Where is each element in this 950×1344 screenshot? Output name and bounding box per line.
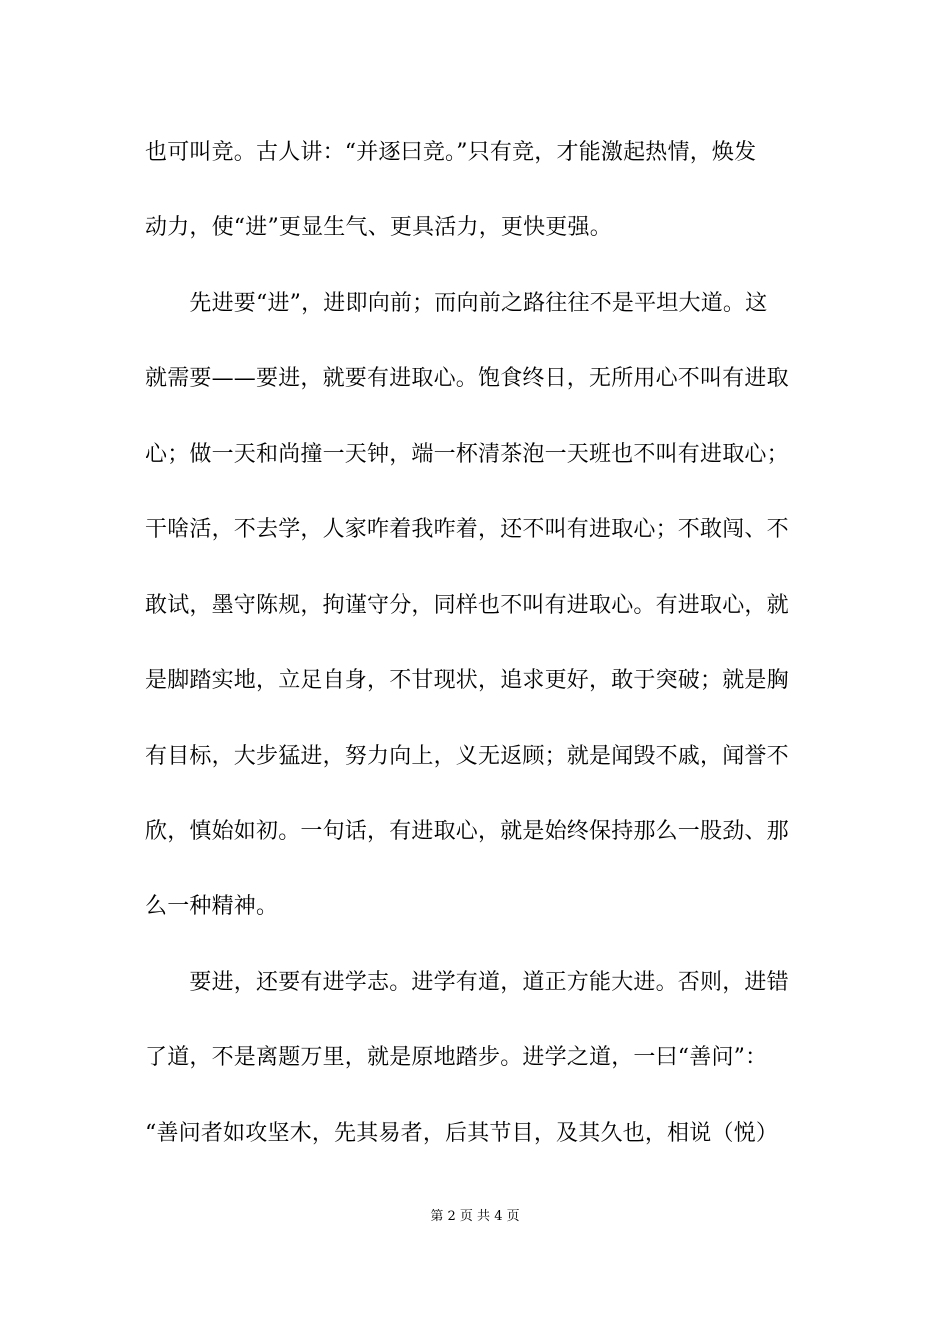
text-line: 了道，不是离题万里，就是原地踏步。进学之道，一曰“善问”： — [145, 1045, 768, 1070]
text-line: 要进，还要有进学志。进学有道，道正方能大进。否则，进错 — [145, 970, 789, 995]
text-line: 欣，慎始如初。一句话，有进取心，就是始终保持那么一股劲、那 — [145, 819, 789, 844]
text-line: 敢试，墨守陈规，拘谨守分，同样也不叫有进取心。有进取心，就 — [145, 593, 789, 618]
text-line: 先进要“进”，进即向前；而向前之路往往不是平坦大道。这 — [145, 291, 768, 316]
text-line: “善问者如攻坚木，先其易者，后其节目，及其久也，相说（悦） — [145, 1121, 779, 1146]
text-line: 也可叫竞。古人讲：“并逐曰竞。”只有竞，才能激起热情，焕发 — [145, 140, 757, 165]
text-line: 干啥活，不去学，人家咋着我咋着，还不叫有进取心；不敢闯、不 — [145, 517, 789, 542]
text-line: 有目标，大步猛进，努力向上，义无返顾；就是闻毁不戚，闻誉不 — [145, 744, 789, 769]
text-line: 么一种精神。 — [145, 894, 279, 919]
text-line: 心；做一天和尚撞一天钟，端一杯清茶泡一天班也不叫有进取心； — [145, 442, 789, 467]
text-line: 动力，使“进”更显生气、更具活力，更快更强。 — [145, 215, 612, 240]
page-footer: 第 2 页 共 4 页 — [430, 1209, 520, 1224]
text-line: 是脚踏实地，立足自身，不甘现状，追求更好，敢于突破；就是胸 — [145, 668, 789, 693]
text-line: 就需要——要进，就要有进取心。饱食终日，无所用心不叫有进取 — [145, 366, 789, 391]
